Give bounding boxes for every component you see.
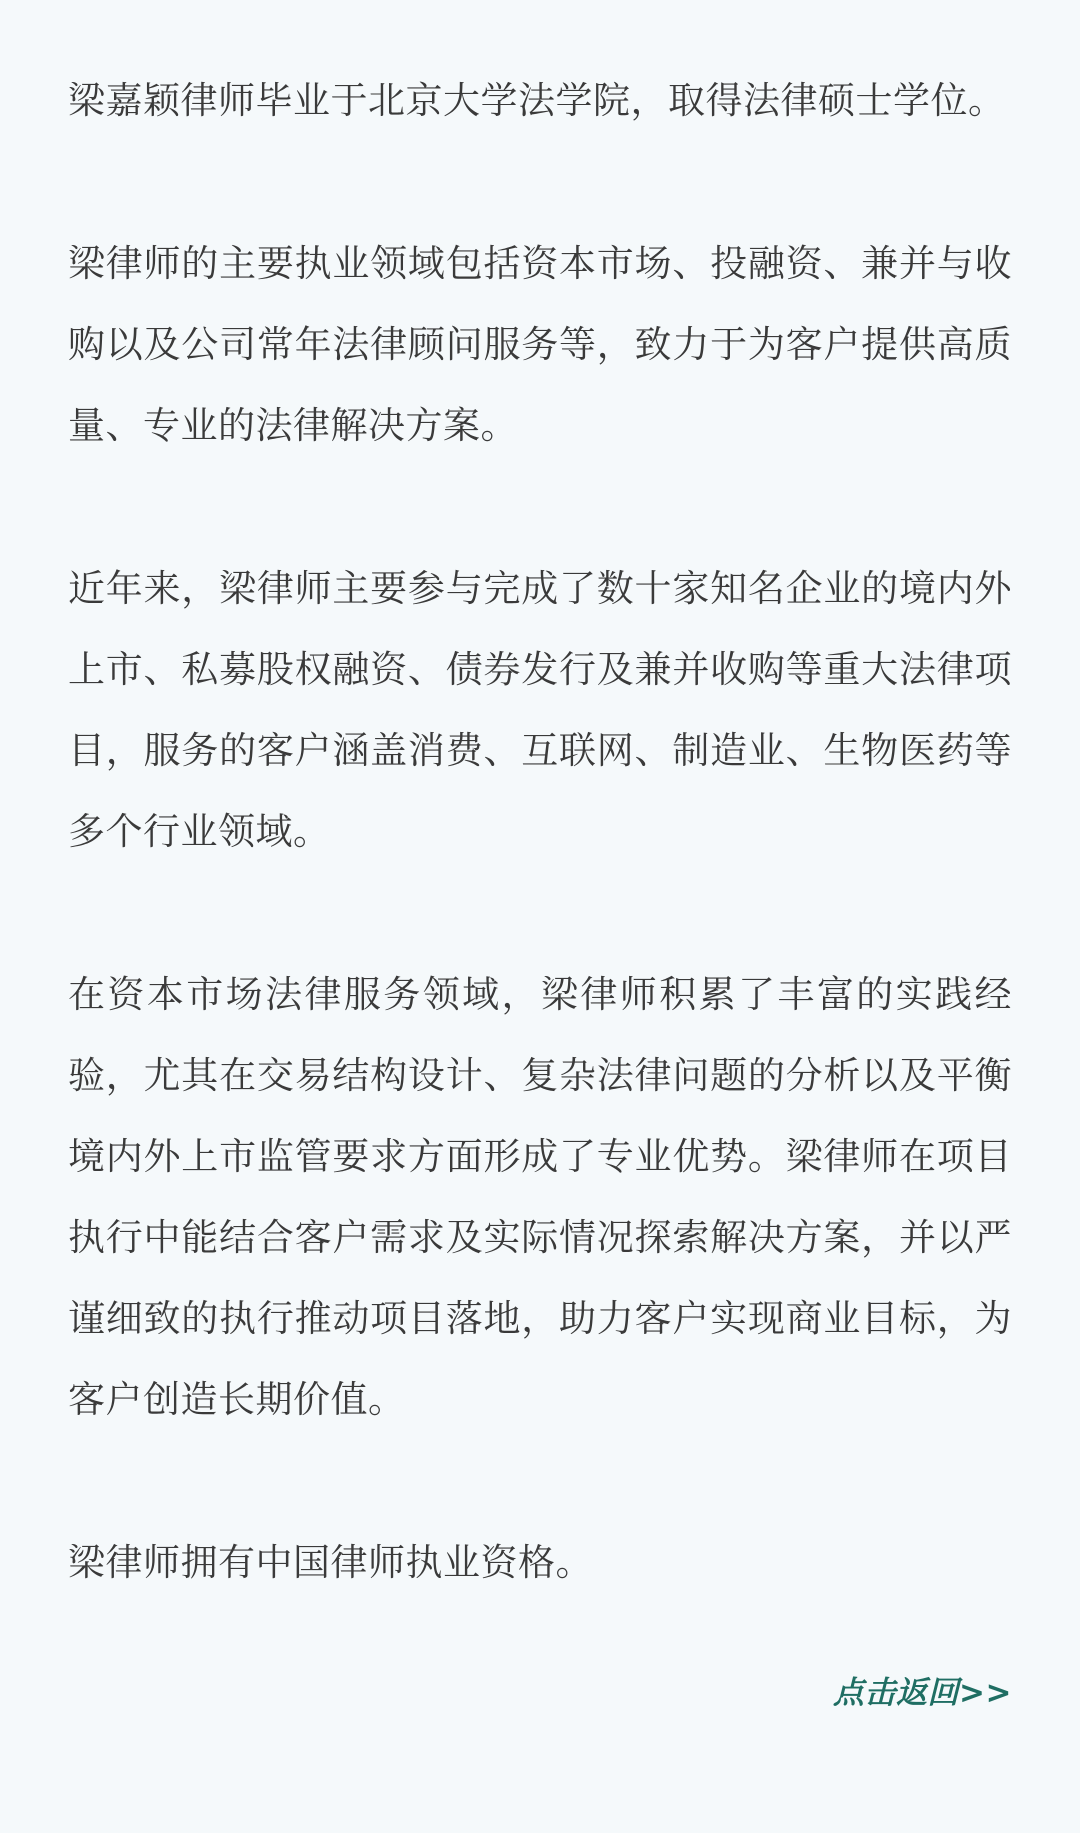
back-link-row	[68, 1667, 1012, 1712]
bio-paragraph-qualification: 梁律师拥有中国律师执业资格。	[68, 1541, 593, 1584]
bio-paragraph-education: 梁嘉颖律师毕业于北京大学法学院，取得法律硕士学位。	[68, 79, 1006, 122]
bio-paragraph-practice-areas: 梁律师的主要执业领域包括资本市场、投融资、兼并与收购以及公司常年法律顾问服务等，致力于为客户提供高质量、专业的法律解决方案。	[68, 242, 1012, 447]
bio-paragraph-capital-markets: 在资本市场法律服务领域，梁律师积累了丰富的实践经验，尤其在交易结构设计、复杂法律问题的分析以及平衡境内外上市监管要求方面形成了专业优势。梁律师在项目执行中能结合客户需求及实际情况探索解决方案，并以严谨细致的执行推动项目落地，助力客户实现商业目标，为客户创造长期价值。	[68, 973, 1012, 1421]
back-link[interactable]: 点击返回>>	[833, 1675, 1012, 1711]
bio-paragraph-experience: 近年来，梁律师主要参与完成了数十家知名企业的境内外上市、私募股权融资、债券发行及兼并收购等重大法律项目，服务的客户涵盖消费、互联网、制造业、生物医药等多个行业领域。	[68, 567, 1012, 853]
